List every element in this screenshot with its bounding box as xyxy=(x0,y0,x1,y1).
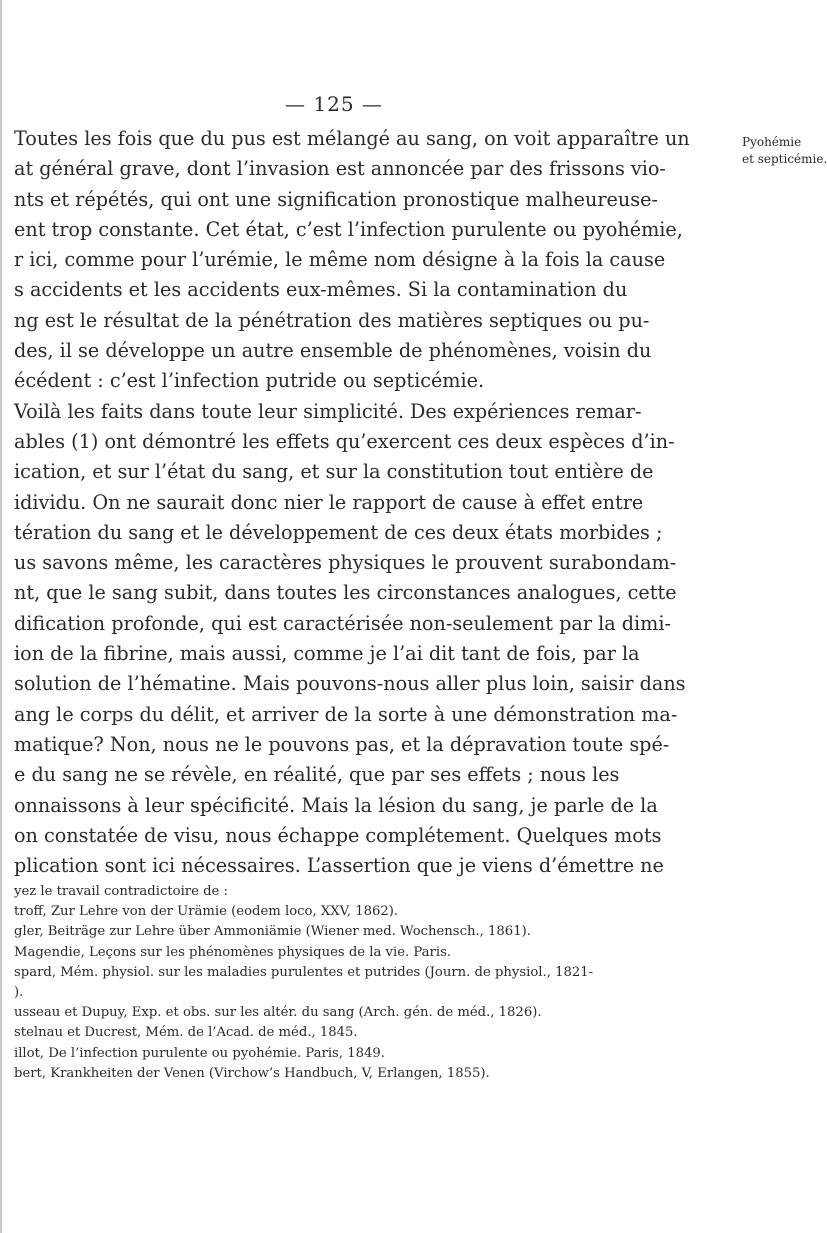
body-line: plication sont ici nécessaires. L’assertion que je viens d’émettre ne xyxy=(14,854,664,878)
footnote-line: spard, Mém. physiol. sur les maladies purulentes et putrides (Journ. de physiol., 1821- xyxy=(14,964,594,980)
footnote-line: illot, De l’infection purulente ou pyohémie. Paris, 1849. xyxy=(14,1045,385,1061)
body-line: Toutes les fois que du pus est mélangé au sang, on voit apparaître un xyxy=(14,127,690,150)
body-line: idividu. On ne saurait donc nier le rapport de cause à effet entre xyxy=(14,490,644,514)
footnote-line: gler, Beiträge zur Lehre über Ammoniämie (Wiener med. Wochensch., 1861). xyxy=(14,924,531,940)
body-line: dification profonde, qui est caractérisée non-seulement par la dimi- xyxy=(14,611,671,635)
footnote-line: troff, Zur Lehre von der Urämie (eodem loco, XXV, 1862). xyxy=(14,904,399,920)
margin-note-line-2: et septicémie. xyxy=(742,152,827,166)
body-line: ion de la fibrine, mais aussi, comme je l’ai dit tant de fois, par la xyxy=(14,642,640,666)
body-line: ang le corps du délit, et arriver de la sorte à une démonstration ma- xyxy=(14,702,678,726)
body-line: écédent : c’est l’infection putride ou septicémie. xyxy=(14,369,485,393)
body-line: nts et répétés, qui ont une signification pronostique malheureuse- xyxy=(14,187,658,211)
footnotes xyxy=(14,882,734,1084)
body-line: at général grave, dont l’invasion est annoncée par des frissons vio- xyxy=(14,157,666,181)
body-line: onnaissons à leur spécificité. Mais la lésion du sang, je parle de la xyxy=(14,793,658,817)
body-line: ent trop constante. Cet état, c’est l’infection purulente ou pyohémie, xyxy=(14,217,683,241)
body-line: ables (1) ont démontré les effets qu’exercent ces deux espèces d’in- xyxy=(14,429,675,453)
body-line: s accidents et les accidents eux-mêmes. Si la contamination du xyxy=(14,278,628,302)
body-line: Voilà les faits dans toute leur simplicité. Des expériences remar- xyxy=(14,399,642,423)
body-line: ication, et sur l’état du sang, et sur la constitution tout entière de xyxy=(14,460,654,484)
body-text xyxy=(14,124,734,881)
body-line: tération du sang et le développement de ces deux états morbides ; xyxy=(14,520,663,544)
footnote-line: bert, Krankheiten der Venen (Virchow’s Handbuch, V, Erlangen, 1855). xyxy=(14,1065,490,1081)
margin-note xyxy=(742,134,827,168)
body-line: solution de l’hématine. Mais pouvons-nous aller plus loin, saisir dans xyxy=(14,672,686,696)
footnote-line: Magendie, Leçons sur les phénomènes physiques de la vie. Paris. xyxy=(14,944,452,960)
body-line: r ici, comme pour l’urémie, le même nom désigne à la fois la cause xyxy=(14,248,666,272)
body-line: us savons même, les caractères physiques le prouvent surabondam- xyxy=(14,551,677,575)
body-line: matique? Non, nous ne le pouvons pas, et la dépravation toute spé- xyxy=(14,732,670,756)
page-number: — 125 — xyxy=(285,92,383,116)
body-line: on constatée de visu, nous échappe complétement. Quelques mots xyxy=(14,823,662,847)
body-line: des, il se développe un autre ensemble de phénomènes, voisin du xyxy=(14,339,652,363)
body-line: nt, que le sang subit, dans toutes les circonstances analogues, cette xyxy=(14,581,677,605)
page-edge xyxy=(0,0,2,1233)
footnote-line: usseau et Dupuy, Exp. et obs. sur les altér. du sang (Arch. gén. de méd., 1826). xyxy=(14,1005,542,1021)
margin-note-line-1: Pyohémie xyxy=(742,135,802,149)
body-line: e du sang ne se révèle, en réalité, que par ses effets ; nous les xyxy=(14,763,620,787)
footnote-line: ). xyxy=(14,984,24,1000)
footnote-line: stelnau et Ducrest, Mém. de l’Acad. de méd., 1845. xyxy=(14,1025,358,1041)
body-line: ng est le résultat de la pénétration des matières septiques ou pu- xyxy=(14,308,650,332)
footnote-line: yez le travail contradictoire de : xyxy=(14,884,228,899)
